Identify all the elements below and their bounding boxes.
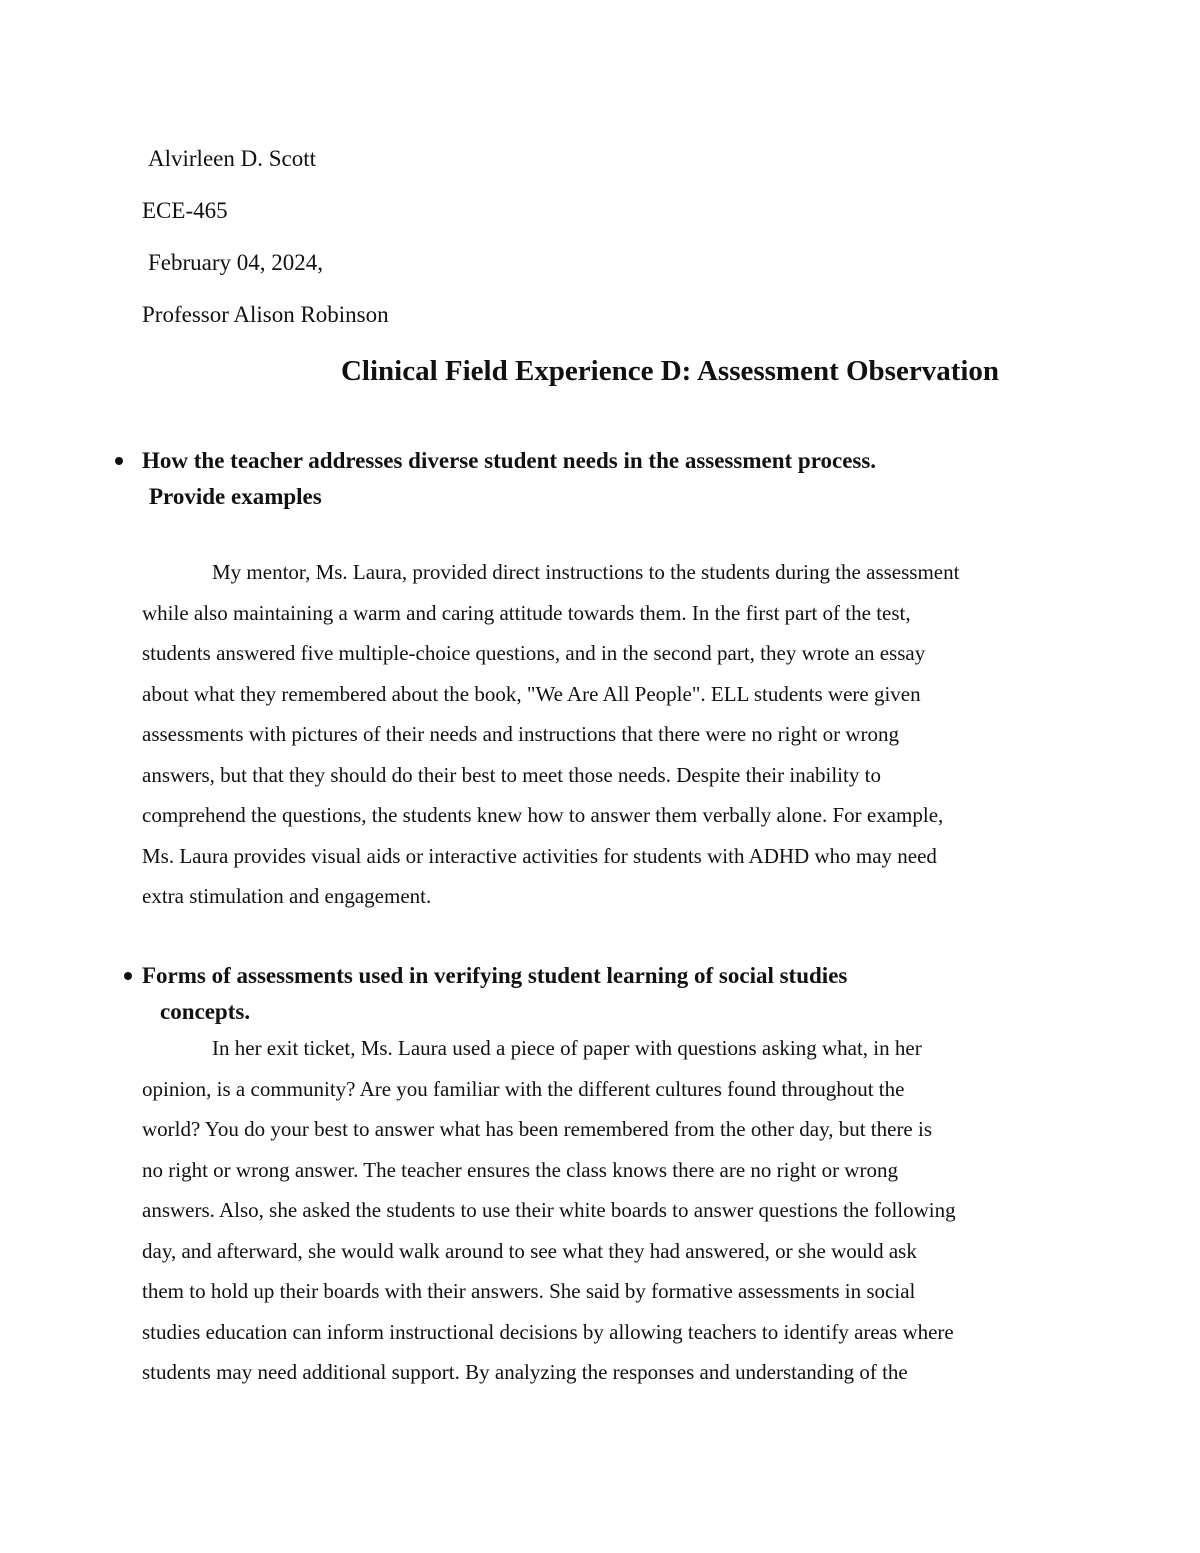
section-heading: concepts. (160, 999, 251, 1024)
paragraph-line: them to hold up their boards with their answers. She said by formative assessments in social (142, 1279, 916, 1303)
paragraph-line: studies education can inform instructional decisions by allowing teachers to identify areas where (142, 1319, 954, 1344)
paragraph-line: opinion, is a community? Are you familiar with the different cultures found throughout the (142, 1076, 905, 1101)
paragraph-line: answers, but that they should do their best to meet those needs. Despite their inability to (142, 762, 881, 787)
date-line: February 04, 2024, (148, 250, 324, 275)
section-paragraph (142, 552, 1072, 917)
paragraph-line: In her exit ticket, Ms. Laura used a piece of paper with questions asking what, in her (212, 1036, 922, 1060)
professor-name: Professor Alison Robinson (142, 302, 389, 327)
author-name: Alvirleen D. Scott (148, 146, 316, 171)
paragraph-line: My mentor, Ms. Laura, provided direct instructions to the students during the assessment (212, 560, 960, 584)
document-title: Clinical Field Experience D: Assessment Observation (340, 355, 1000, 387)
paragraph-line: while also maintaining a warm and caring attitude towards them. In the first part of the test, (142, 600, 911, 625)
section-heading: How the teacher addresses diverse student needs in the assessment process. (142, 448, 877, 473)
bullet-icon (115, 457, 123, 465)
paragraph-line: Ms. Laura provides visual aids or interactive activities for students with ADHD who may need (142, 843, 937, 868)
paragraph-line: no right or wrong answer. The teacher ensures the class knows there are no right or wrong (142, 1157, 898, 1182)
paragraph-line: day, and afterward, she would walk around to see what they had answered, or she would ask (142, 1238, 917, 1263)
paragraph-line: comprehend the questions, the students knew how to answer them verbally alone. For example, (142, 803, 944, 827)
section-paragraph (142, 1028, 1072, 1393)
course-code: ECE-465 (142, 198, 228, 223)
paragraph-line: students may need additional support. By analyzing the responses and understanding of the (142, 1360, 908, 1384)
paragraph-line: about what they remembered about the book, "We Are All People". ELL students were given (142, 681, 921, 706)
paragraph-line: world? You do your best to answer what has been remembered from the other day, but there is (142, 1117, 933, 1141)
paragraph-line: assessments with pictures of their needs and instructions that there were no right or wrong (142, 722, 899, 746)
paragraph-line: students answered five multiple-choice questions, and in the second part, they wrote an essay (142, 641, 926, 665)
paragraph-line: answers. Also, she asked the students to use their white boards to answer questions the following (142, 1198, 956, 1222)
bullet-icon (124, 972, 132, 980)
section-heading: Forms of assessments used in verifying student learning of social studies (142, 963, 848, 988)
section-heading: Provide examples (149, 484, 322, 509)
paragraph-line: extra stimulation and engagement. (142, 884, 432, 908)
